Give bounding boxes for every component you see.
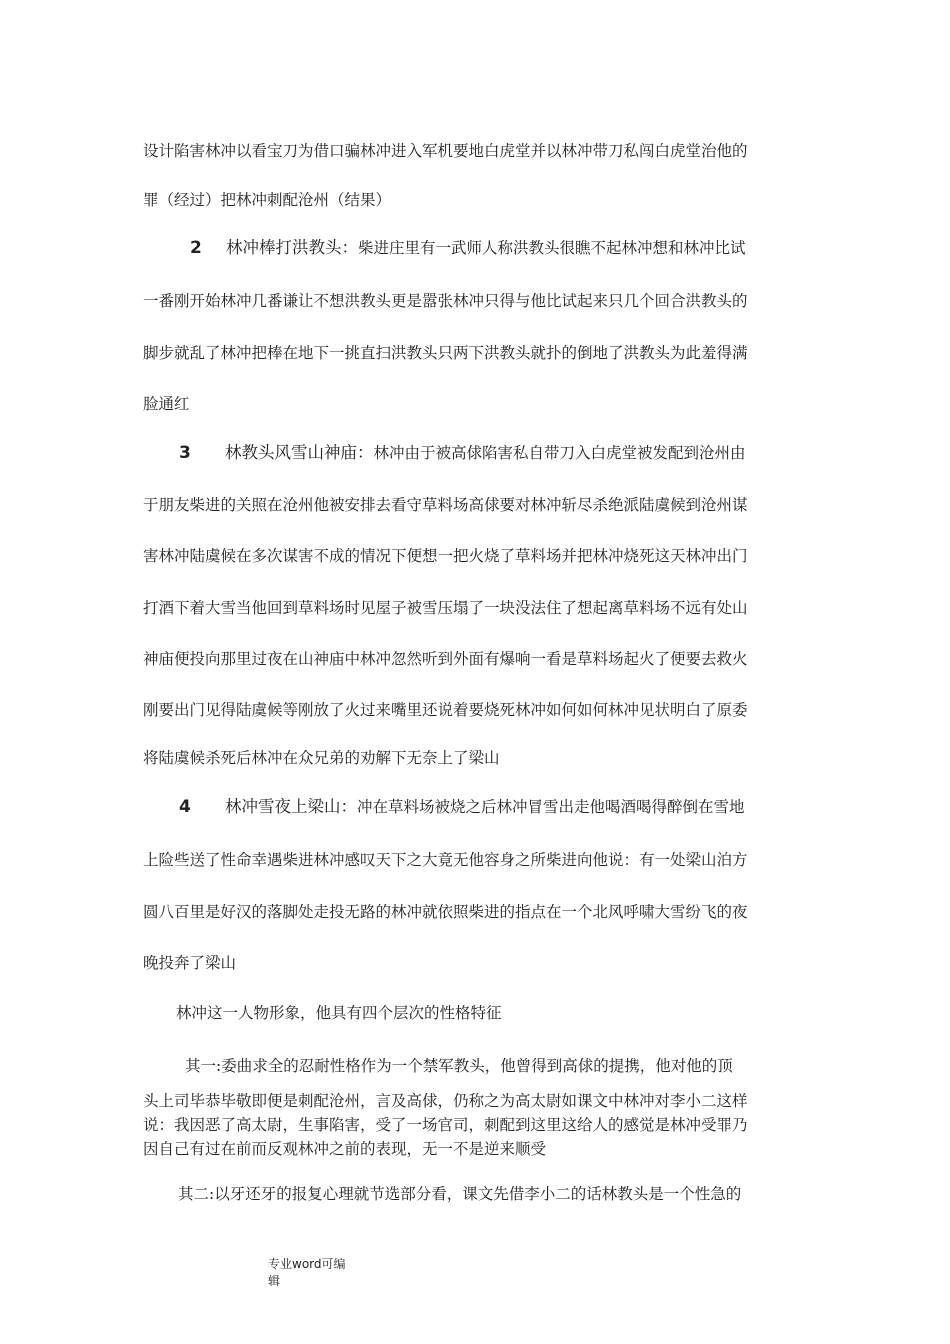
section-2-line-4: 脸通红 xyxy=(143,395,190,413)
trait-1-line-2: 头上司毕恭毕敬即便是刺配沧州，言及高俅，仍称之为高太尉如课文中林冲对李小二这样 xyxy=(143,1092,748,1110)
section-number: 4 xyxy=(179,797,191,817)
trait-1-line-1: 其一:委曲求全的忍耐性格作为一个禁军教头，他曾得到高俅的提携，他对他的顶 xyxy=(185,1057,733,1075)
intro-line-2: 罪（经过）把林冲刺配沧州（结果） xyxy=(143,191,392,209)
section-heading: 林教头风雪山神庙： xyxy=(225,443,374,462)
section-3-line-5: 神庙便投向那里过夜在山神庙中林冲忽然听到外面有爆响一看是草料场起火了便要去救火 xyxy=(143,650,748,668)
section-3-line-6: 刚要出门见得陆虞候等刚放了火过来嘴里还说着要烧死林冲如何如何林冲见状明白了原委 xyxy=(143,701,748,719)
section-3-line-2: 于朋友柴进的关照在沧州他被安排去看守草料场高俅要对林冲斩尽杀绝派陆虞候到沧州谋 xyxy=(143,496,748,514)
intro-line-1: 设计陷害林冲以看宝刀为借口骗林冲进入军机要地白虎堂并以林冲带刀私闯白虎堂治他的 xyxy=(143,142,748,160)
footer-line-1: 专业word可编 xyxy=(268,1257,346,1271)
character-intro: 林冲这一人物形象，他具有四个层次的性格特征 xyxy=(176,1004,502,1022)
section-3-line-3: 害林冲陆虞候在多次谋害不成的情况下便想一把火烧了草料场并把林冲烧死这天林冲出门 xyxy=(143,547,748,565)
section-4-first-line xyxy=(179,797,813,817)
section-number: 3 xyxy=(179,443,191,463)
section-4-line-4: 晚投奔了梁山 xyxy=(143,954,237,972)
trait-2-line-1: 其二:以牙还牙的报复心理就节选部分看，课文先借李小二的话林教头是一个性急的 xyxy=(178,1185,742,1203)
section-4-line-3: 圆八百里是好汉的落脚处走投无路的林冲就依照柴进的指点在一个北风呼啸大雪纷飞的夜 xyxy=(143,903,748,921)
section-2-line-2: 一番刚开始林冲几番谦让不想洪教头更是嚣张林冲只得与他比试起来只几个回合洪教头的 xyxy=(143,292,748,310)
section-3-first-line xyxy=(179,443,813,463)
section-text: 冲在草料场被烧之后林冲冒雪出走他喝酒喝得醉倒在雪地 xyxy=(357,798,745,816)
section-text: 林冲由于被高俅陷害私自带刀入白虎堂被发配到沧州由 xyxy=(373,444,746,462)
page-footer xyxy=(268,1256,378,1290)
section-2-first-line xyxy=(190,238,813,258)
section-4-line-2: 上险些送了性命幸遇柴进林冲感叹天下之大竟无他容身之所柴进向他说：有一处梁山泊方 xyxy=(143,851,748,869)
section-3-line-4: 打酒下着大雪当他回到草料场时见屋子被雪压塌了一块没法住了想起离草料场不远有处山 xyxy=(143,599,748,617)
section-heading: 林冲雪夜上梁山： xyxy=(225,797,357,816)
section-text: 柴进庄里有一武师人称洪教头很瞧不起林冲想和林冲比试 xyxy=(358,239,746,257)
section-heading: 林冲棒打洪教头： xyxy=(226,238,358,257)
section-3-line-7: 将陆虞候杀死后林冲在众兄弟的劝解下无奈上了梁山 xyxy=(143,749,500,767)
section-number: 2 xyxy=(190,238,202,258)
trait-1-line-4: 因自己有过在前而反观林冲之前的表现，无一不是逆来顺受 xyxy=(143,1140,547,1158)
trait-1-line-3: 说：我因恶了高太尉，生事陷害，受了一场官司，刺配到这里这给人的感觉是林冲受罪乃 xyxy=(143,1116,748,1134)
section-2-line-3: 脚步就乱了林冲把棒在地下一挑直扫洪教头只两下洪教头就扑的倒地了洪教头为此羞得满 xyxy=(143,344,748,362)
footer-line-2: 辑 xyxy=(268,1274,281,1288)
